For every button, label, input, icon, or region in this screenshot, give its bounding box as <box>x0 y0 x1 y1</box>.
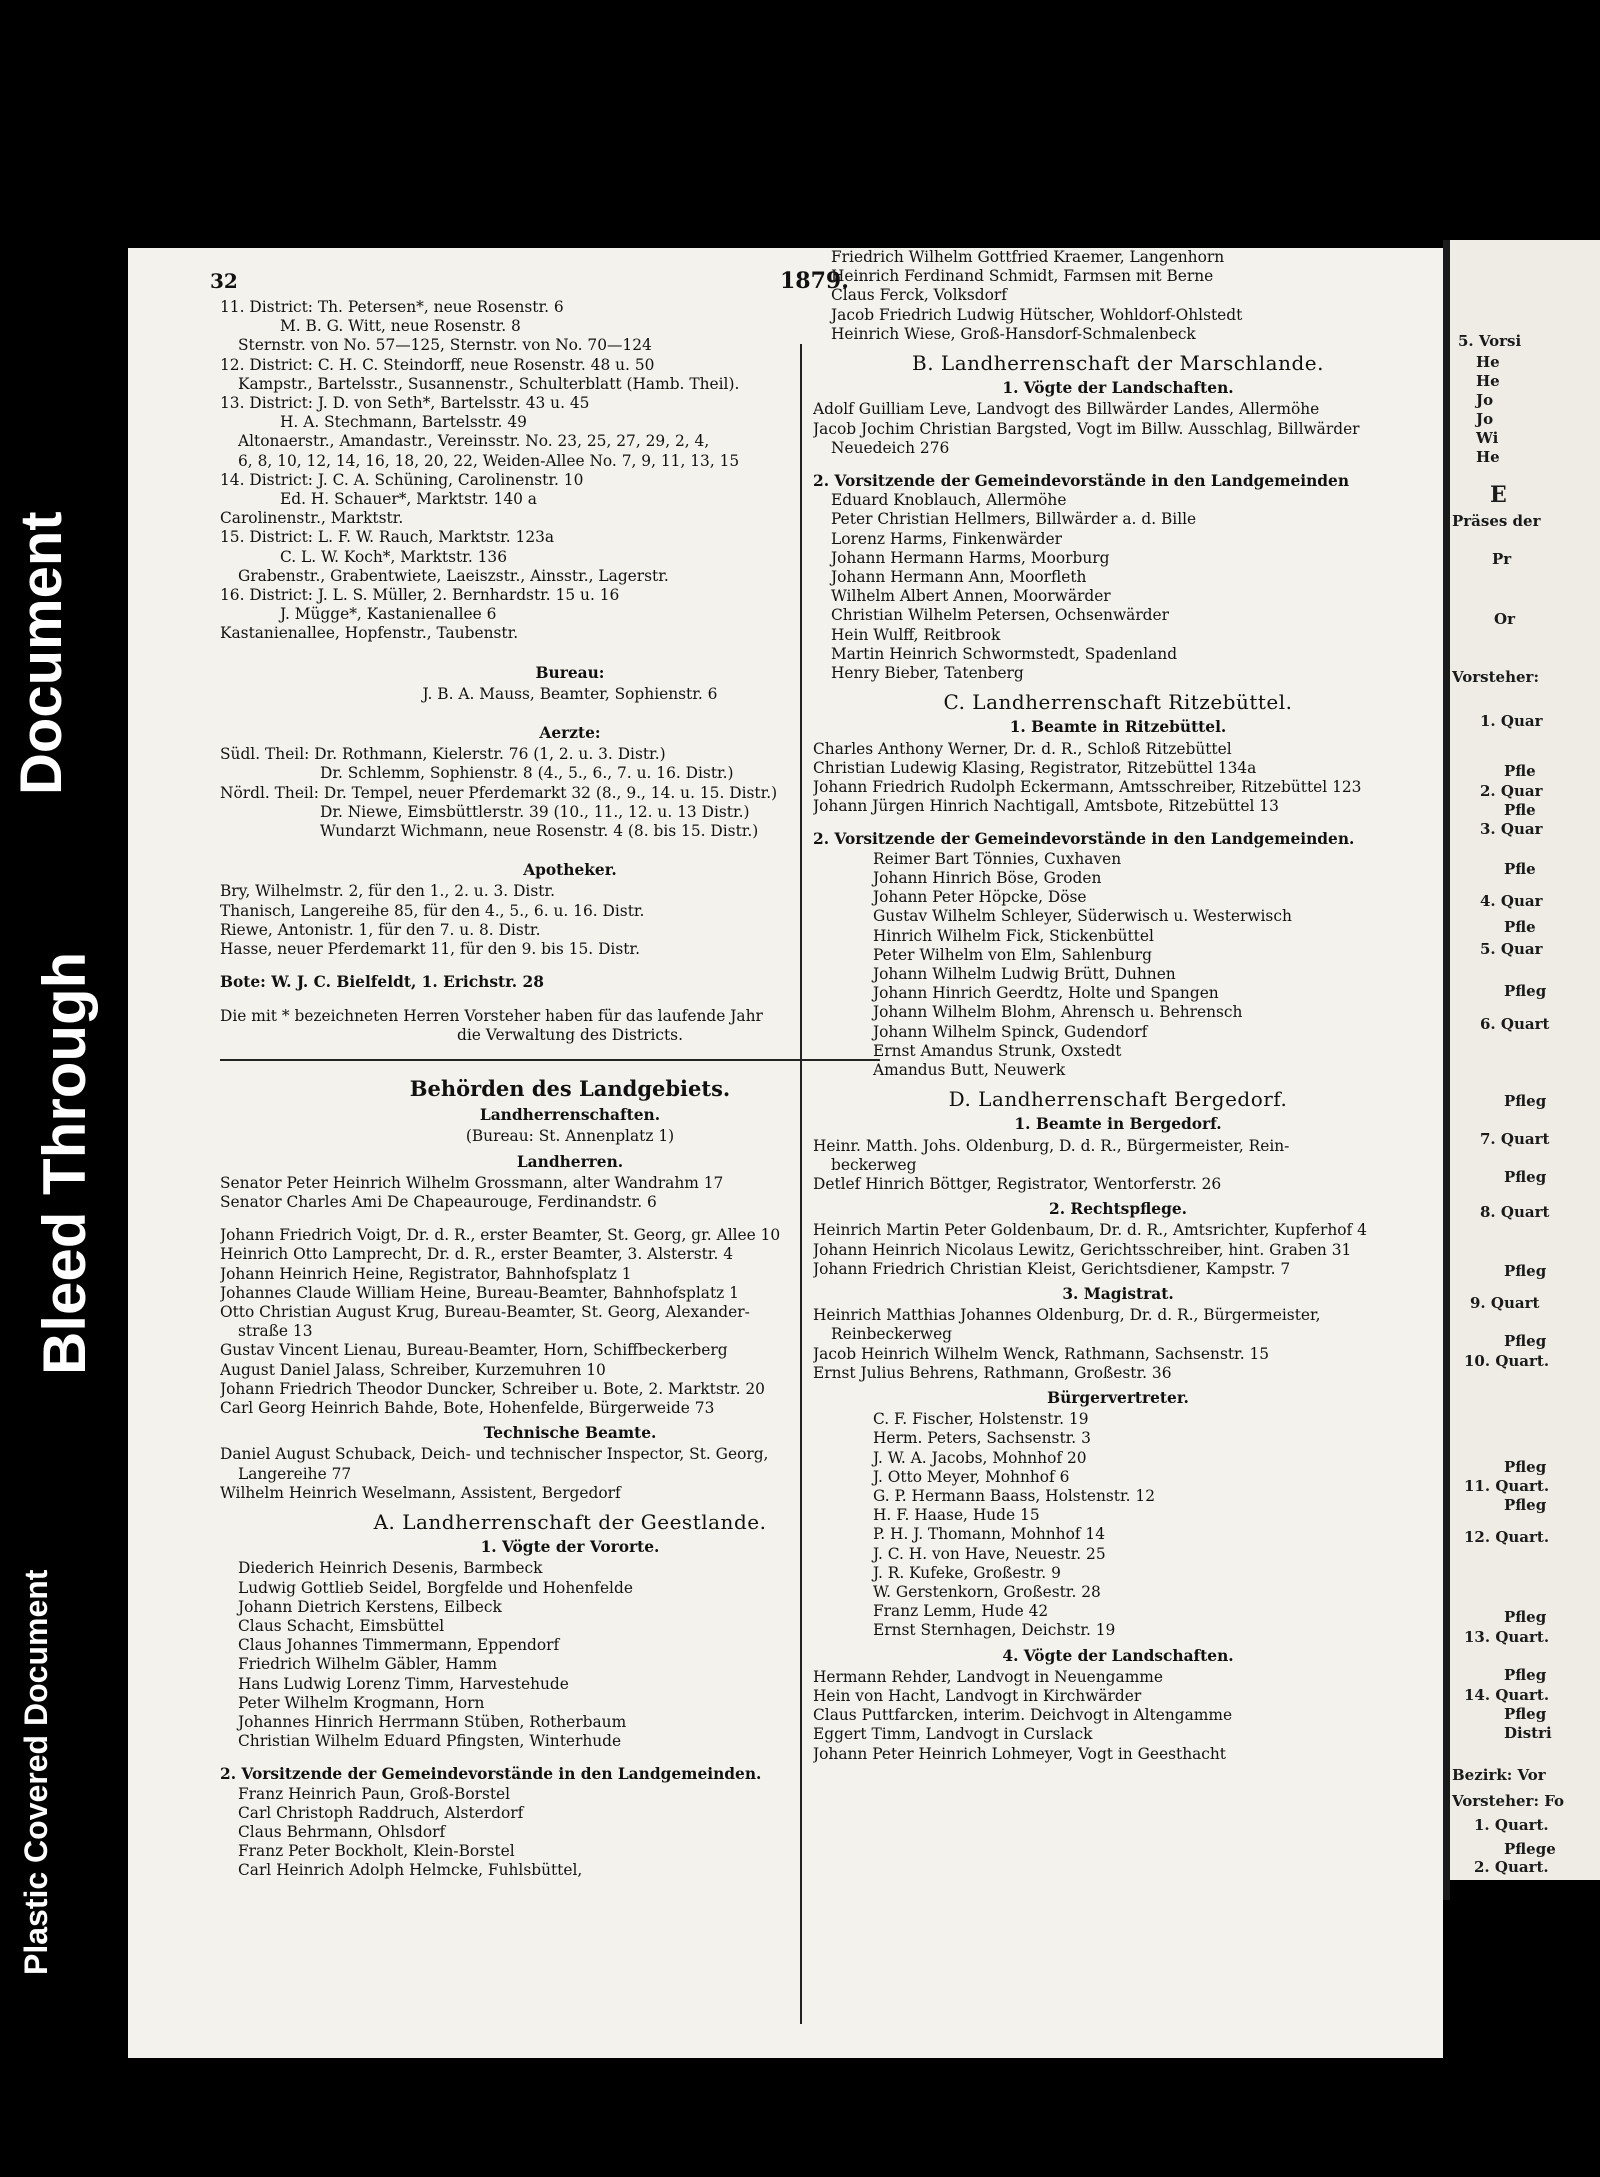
buergervertreter-line: C. F. Fischer, Holstenstr. 19 <box>873 1410 1089 1429</box>
buergervertreter-line: J. Otto Meyer, Mohnhof 6 <box>873 1467 1070 1486</box>
facing-fragment: He <box>1476 353 1500 371</box>
vorsitzender-line: Gustav Wilhelm Schleyer, Süderwisch u. Westerwisch <box>873 907 1292 926</box>
vogt-line: Hans Ludwig Lorenz Timm, Harvestehude <box>238 1674 569 1693</box>
buergervertreter-line: G. P. Hermann Baass, Holstenstr. 12 <box>873 1486 1155 1505</box>
district-line: Grabenstr., Grabentwiete, Laeiszstr., Ainsstr., Lagerstr. <box>238 566 669 585</box>
facing-fragment: Pr <box>1492 550 1512 568</box>
apotheker-line: Riewe, Antonistr. 1, für den 7. u. 8. Distr. <box>220 920 541 939</box>
beamte-line: Heinr. Matth. Johs. Oldenburg, D. d. R., Bürgermeister, Rein- <box>813 1136 1290 1155</box>
facing-fragment: Pfle <box>1504 762 1536 780</box>
facing-fragment: Vorsteher: <box>1452 668 1539 686</box>
district-line: H. A. Stechmann, Bartelsstr. 49 <box>280 413 527 432</box>
facing-fragment: 3. Quar <box>1480 820 1543 838</box>
vogt-line: Claus Puttfarcken, interim. Deichvogt in Altengamme <box>813 1706 1233 1725</box>
facing-page <box>1450 240 1600 1880</box>
buergervertreter-line: P. H. J. Thomann, Mohnhof 14 <box>873 1525 1106 1544</box>
aerzte-line: Dr. Schlemm, Sophienstr. 8 (4., 5., 6., 7. u. 16. Distr.) <box>320 764 734 783</box>
vogt-line: Claus Johannes Timmermann, Eppendorf <box>238 1636 560 1655</box>
landherr-line: Senator Peter Heinrich Wilhelm Grossmann, alter Wandrahm 17 <box>220 1173 724 1192</box>
vogt-line: Heinrich Wiese, Groß-Hansdorf-Schmalenbeck <box>831 324 1196 343</box>
buergervertreter-line: J. W. A. Jacobs, Mohnhof 20 <box>873 1448 1087 1467</box>
district-line: 14. District: J. C. A. Schüning, Carolinenstr. 10 <box>220 470 584 489</box>
vorsitzender-line: Reimer Bart Tönnies, Cuxhaven <box>873 849 1122 868</box>
ritzebuettel-gemeinden-heading: 2. Vorsitzende der Gemeindevorstände in den Landgemeinden. <box>813 830 1355 849</box>
facing-fragment: Vorsteher: Fo <box>1452 1792 1565 1810</box>
vorsitzender-line: Johann Hinrich Geerdtz, Holte und Spangen <box>873 984 1219 1003</box>
buergervertreter-line: Franz Lemm, Hude 42 <box>873 1602 1049 1621</box>
vogt-line: Christian Wilhelm Eduard Pfingsten, Winterhude <box>238 1732 622 1751</box>
vogt-line: Johann Dietrich Kerstens, Eilbeck <box>238 1597 502 1616</box>
facing-fragment: 14. Quart. <box>1464 1686 1550 1704</box>
vorsitzender-line: Carl Heinrich Adolph Helmcke, Fuhlsbüttel, <box>238 1861 583 1880</box>
facing-fragment: Distri <box>1504 1724 1552 1742</box>
geestlande-heading: A. Landherrenschaft der Geestlande. <box>373 1509 767 1534</box>
facing-fragment: Pfleg <box>1504 1168 1547 1186</box>
buergervertreter-line: Ernst Sternhagen, Deichstr. 19 <box>873 1621 1116 1640</box>
facing-fragment: He <box>1476 372 1500 390</box>
vorsitzender-line: Franz Peter Bockholt, Klein-Borstel <box>238 1842 515 1861</box>
apotheker-line: Bry, Wilhelmstr. 2, für den 1., 2. u. 3. Distr. <box>220 882 555 901</box>
vorsitzender-line: Hinrich Wilhelm Fick, Stickenbüttel <box>873 926 1154 945</box>
vorsitzender-line: Johann Wilhelm Spinck, Gudendorf <box>873 1022 1148 1041</box>
vorsitzender-line: Johann Peter Höpcke, Döse <box>873 888 1087 907</box>
note-line: die Verwaltung des Districts. <box>457 1025 683 1044</box>
vorsitzender-line: Johann Hinrich Böse, Groden <box>873 868 1102 887</box>
vorsitzender-line: Martin Heinrich Schwormstedt, Spadenland <box>831 644 1178 663</box>
facing-fragment: 2. Quart. <box>1474 1858 1549 1876</box>
marschlande-voegte-heading: 1. Vögte der Landschaften. <box>1002 379 1234 398</box>
beamte-line: Johann Heinrich Heine, Registrator, Bahnhofsplatz 1 <box>220 1264 632 1283</box>
vorsitzender-line: Johann Hermann Harms, Moorburg <box>831 548 1110 567</box>
facing-fragment: Bezirk: Vor <box>1452 1766 1546 1784</box>
ritzebuettel-beamte-heading: 1. Beamte in Ritzebüttel. <box>1009 718 1227 737</box>
beamte-line: beckerweg <box>831 1155 917 1174</box>
vogt-line: Peter Wilhelm Krogmann, Horn <box>238 1693 485 1712</box>
bergedorf-beamte-heading: 1. Beamte in Bergedorf. <box>1014 1115 1222 1134</box>
beamte-line: Otto Christian August Krug, Bureau-Beamter, St. Georg, Alexander- <box>220 1302 750 1321</box>
gemeindevorstaende-heading: 2. Vorsitzende der Gemeindevorstände in den Landgemeinden. <box>220 1765 762 1784</box>
district-line: Kampstr., Bartelsstr., Susannenstr., Schulterblatt (Hamb. Theil). <box>238 374 740 393</box>
facing-fragment: Präses der <box>1452 512 1541 530</box>
section-rule <box>220 1059 880 1061</box>
vorsitzender-line: Amandus Butt, Neuwerk <box>873 1060 1066 1079</box>
tech-line: Daniel August Schuback, Deich- und technischer Inspector, St. Georg, <box>220 1445 769 1464</box>
vorsitzender-line: Franz Heinrich Paun, Groß-Borstel <box>238 1784 511 1803</box>
note-line: Die mit * bezeichneten Herren Vorsteher haben für das laufende Jahr <box>220 1006 763 1025</box>
landherrenschaften-heading: Landherrenschaften. <box>479 1106 661 1125</box>
facing-fragment: 9. Quart <box>1470 1294 1540 1312</box>
buergervertreter-line: J. R. Kufeke, Großestr. 9 <box>873 1563 1061 1582</box>
apotheker-line: Thanisch, Langereihe 85, für den 4., 5., 6. u. 16. Distr. <box>220 901 645 920</box>
district-line: J. Mügge*, Kastanienallee 6 <box>280 605 497 624</box>
vorsitzender-line: Peter Christian Hellmers, Billwärder a. d. Bille <box>831 510 1197 529</box>
facing-fragment: 10. Quart. <box>1464 1352 1550 1370</box>
vorsitzender-line: Lorenz Harms, Finkenwärder <box>831 529 1062 548</box>
vogt-line: Hermann Rehder, Landvogt in Neuengamme <box>813 1667 1164 1686</box>
bureau-heading: Bureau: <box>535 663 605 682</box>
vogt-line: Claus Ferck, Volksdorf <box>831 286 1007 305</box>
facing-fragment: 1. Quar <box>1480 712 1543 730</box>
beamte-line: Carl Georg Heinrich Bahde, Bote, Hohenfelde, Bürgerweide 73 <box>220 1398 715 1417</box>
rechtspflege-line: Heinrich Martin Peter Goldenbaum, Dr. d. R., Amtsrichter, Kupferhof 4 <box>813 1221 1367 1240</box>
beamte-line: Heinrich Otto Lamprecht, Dr. d. R., erster Beamter, 3. Alsterstr. 4 <box>220 1245 734 1264</box>
tech-heading: Technische Beamte. <box>483 1424 657 1443</box>
label-plastic-covered: Plastic Covered Document <box>18 1569 54 1975</box>
vogt-line: Friedrich Wilhelm Gäbler, Hamm <box>238 1655 498 1674</box>
facing-fragment: Pfle <box>1504 801 1536 819</box>
facing-fragment: He <box>1476 448 1500 466</box>
facing-fragment: Pfleg <box>1504 1666 1547 1684</box>
district-line: Altonaerstr., Amandastr., Vereinsstr. No. 23, 25, 27, 29, 2, 4, <box>238 432 710 451</box>
vororte-heading: 1. Vögte der Vororte. <box>480 1538 660 1557</box>
buergervertreter-line: J. C. H. von Have, Neuestr. 25 <box>873 1544 1106 1563</box>
facing-fragment: Pfle <box>1504 860 1536 878</box>
facing-fragment: 4. Quar <box>1480 892 1543 910</box>
beamte-line: Johannes Claude William Heine, Bureau-Beamter, Bahnhofsplatz 1 <box>220 1283 739 1302</box>
vorsitzender-line: Johann Wilhelm Blohm, Ahrensch u. Behrensch <box>873 1003 1243 1022</box>
district-line: C. L. W. Koch*, Marktstr. 136 <box>280 547 508 566</box>
facing-fragment: 12. Quart. <box>1464 1528 1550 1546</box>
vorsitzender-line: Johann Hermann Ann, Moorfleth <box>831 568 1087 587</box>
magistrat-line: Reinbeckerweg <box>831 1325 953 1344</box>
facing-fragment: 5. Quar <box>1480 940 1543 958</box>
vogt-line: Neuedeich 276 <box>831 438 950 457</box>
beamte-line: Gustav Vincent Lienau, Bureau-Beamter, Horn, Schiffbeckerberg <box>220 1341 728 1360</box>
label-document: Document <box>9 511 74 795</box>
vogt-line: Diederich Heinrich Desenis, Barmbeck <box>238 1559 543 1578</box>
vorsitzender-line: Ernst Amandus Strunk, Oxstedt <box>873 1041 1122 1060</box>
district-line: Ed. H. Schauer*, Marktstr. 140 a <box>280 490 537 509</box>
rechtspflege-line: Johann Friedrich Christian Kleist, Gerichtsdiener, Kampstr. 7 <box>813 1259 1291 1278</box>
page-number: 32 <box>210 269 238 293</box>
facing-fragment: Pflege <box>1504 1840 1556 1858</box>
vorsitzender-line: Peter Wilhelm von Elm, Sahlenburg <box>873 945 1152 964</box>
facing-fragment: Pfleg <box>1504 982 1547 1000</box>
district-line: Carolinenstr., Marktstr. <box>220 509 404 528</box>
document-page <box>128 248 1443 2058</box>
vogt-line: Jacob Friedrich Ludwig Hütscher, Wohldorf-Ohlstedt <box>831 305 1243 324</box>
facing-fragment: 11. Quart. <box>1464 1477 1550 1495</box>
aerzte-line: Südl. Theil: Dr. Rothmann, Kielerstr. 76 (1, 2. u. 3. Distr.) <box>220 745 666 764</box>
buergervertreter-heading: Bürgervertreter. <box>1047 1388 1189 1407</box>
facing-fragment: Pfleg <box>1504 1332 1547 1350</box>
bureau-line: J. B. A. Mauss, Beamter, Sophienstr. 6 <box>422 684 718 703</box>
buergervertreter-line: H. F. Haase, Hude 15 <box>873 1506 1040 1525</box>
marschlande-heading: B. Landherrenschaft der Marschlande. <box>912 351 1324 376</box>
beamte-line: Detlef Hinrich Böttger, Registrator, Wentorferstr. 26 <box>813 1174 1222 1193</box>
bergedorf-heading: D. Landherrenschaft Bergedorf. <box>948 1087 1288 1112</box>
landherren-heading: Landherren. <box>516 1152 624 1171</box>
vogt-line: Jacob Jochim Christian Bargsted, Vogt im Billw. Ausschlag, Billwärder <box>813 419 1360 438</box>
vogt-line: Ludwig Gottlieb Seidel, Borgfelde und Hohenfelde <box>238 1578 633 1597</box>
aerzte-line: Dr. Niewe, Eimsbüttlerstr. 39 (10., 11., 12. u. 13 Distr.) <box>320 802 750 821</box>
vorsitzender-line: Henry Bieber, Tatenberg <box>831 664 1024 683</box>
magistrat-line: Heinrich Matthias Johannes Oldenburg, Dr. d. R., Bürgermeister, <box>813 1306 1321 1325</box>
marschlande-gemeinden-heading: 2. Vorsitzende der Gemeindevorstände in den Landgemeinden <box>813 472 1350 491</box>
right-column <box>813 248 1423 1764</box>
vogt-line: Friedrich Wilhelm Gottfried Kraemer, Langenhorn <box>831 248 1225 266</box>
beamte-line: Charles Anthony Werner, Dr. d. R., Schloß Ritzebüttel <box>813 739 1232 758</box>
vogt-line: Adolf Guilliam Leve, Landvogt des Billwärder Landes, Allermöhe <box>813 400 1320 419</box>
landherr-line: Senator Charles Ami De Chapeaurouge, Ferdinandstr. 6 <box>220 1192 657 1211</box>
magistrat-heading: 3. Magistrat. <box>1062 1284 1174 1303</box>
aerzte-line: Nördl. Theil: Dr. Tempel, neuer Pferdemarkt 32 (8., 9., 14. u. 15. Distr.) <box>220 783 778 802</box>
beamte-line: Christian Ludewig Klasing, Registrator, Ritzebüttel 134a <box>813 758 1257 777</box>
district-line: 15. District: L. F. W. Rauch, Marktstr. 123a <box>220 528 555 547</box>
vorsitzender-line: Claus Behrmann, Ohlsdorf <box>238 1823 446 1842</box>
page-spine <box>1443 240 1450 1900</box>
vorsitzender-line: Johann Wilhelm Ludwig Brütt, Duhnen <box>873 964 1176 983</box>
beamte-line: Johann Friedrich Voigt, Dr. d. R., erster Beamter, St. Georg, gr. Allee 10 <box>220 1226 781 1245</box>
vorsitzender-line: Wilhelm Albert Annen, Moorwärder <box>831 587 1111 606</box>
beamte-line: Johann Jürgen Hinrich Nachtigall, Amtsbote, Ritzebüttel 13 <box>813 797 1279 816</box>
district-line: 11. District: Th. Petersen*, neue Rosenstr. 6 <box>220 298 564 316</box>
facing-fragment: 6. Quart <box>1480 1015 1550 1033</box>
vogt-line: Johann Peter Heinrich Lohmeyer, Vogt in Geesthacht <box>813 1744 1226 1763</box>
vogt-line: Heinrich Ferdinand Schmidt, Farmsen mit Berne <box>831 267 1214 286</box>
vorsitzender-line: Eduard Knoblauch, Allermöhe <box>831 491 1067 510</box>
district-line: 12. District: C. H. C. Steindorff, neue Rosenstr. 48 u. 50 <box>220 355 655 374</box>
facing-fragment: Pfleg <box>1504 1608 1547 1626</box>
bote-line: Bote: W. J. C. Bielfeldt, 1. Erichstr. 28 <box>220 973 544 992</box>
facing-fragment: Jo <box>1476 391 1494 409</box>
beamte-line: Johann Friedrich Rudolph Eckermann, Amtsschreiber, Ritzebüttel 123 <box>813 778 1362 797</box>
facing-fragment: Pfleg <box>1504 1092 1547 1110</box>
magistrat-line: Jacob Heinrich Wilhelm Wenck, Rathmann, Sachsenstr. 15 <box>813 1344 1270 1363</box>
landherrenschaften-bureau: (Bureau: St. Annenplatz 1) <box>465 1127 675 1146</box>
district-line: Sternstr. von No. 57—125, Sternstr. von No. 70—124 <box>238 336 652 355</box>
beamte-line: straße 13 <box>238 1322 313 1341</box>
rechtspflege-line: Johann Heinrich Nicolaus Lewitz, Gerichtsschreiber, hint. Graben 31 <box>813 1240 1352 1259</box>
beamte-line: August Daniel Jalass, Schreiber, Kurzemuhren 10 <box>220 1360 606 1379</box>
buergervertreter-line: W. Gerstenkorn, Großestr. 28 <box>873 1583 1101 1601</box>
bergedorf-voegte-heading: 4. Vögte der Landschaften. <box>1002 1646 1234 1665</box>
vorsitzender-line: Carl Christoph Raddruch, Alsterdorf <box>238 1803 524 1822</box>
facing-fragment: 13. Quart. <box>1464 1628 1550 1646</box>
vogt-line: Eggert Timm, Landvogt in Curslack <box>813 1725 1093 1744</box>
facing-fragment: Jo <box>1476 410 1494 428</box>
district-line: 16. District: J. L. S. Müller, 2. Bernhardstr. 15 u. 16 <box>220 586 620 605</box>
facing-fragment: Pfleg <box>1504 1458 1547 1476</box>
facing-fragment: Pfleg <box>1504 1496 1547 1514</box>
aerzte-heading: Aerzte: <box>539 724 601 743</box>
district-line: 13. District: J. D. von Seth*, Bartelsstr. 43 u. 45 <box>220 394 590 413</box>
vogt-line: Johannes Hinrich Herrmann Stüben, Rotherbaum <box>238 1713 627 1731</box>
tech-line: Wilhelm Heinrich Weselmann, Assistent, Bergedorf <box>220 1483 621 1502</box>
apotheker-heading: Apotheker. <box>523 861 617 880</box>
apotheker-line: Hasse, neuer Pferdemarkt 11, für den 9. bis 15. Distr. <box>220 940 640 959</box>
label-bleed-through: Bleed Through <box>31 951 98 1375</box>
facing-fragment: 8. Quart <box>1480 1203 1550 1221</box>
facing-fragment: 1. Quart. <box>1474 1816 1549 1834</box>
beamte-line: Johann Friedrich Theodor Duncker, Schreiber u. Bote, 2. Marktstr. 20 <box>220 1379 765 1398</box>
facing-fragment: 7. Quart <box>1480 1130 1550 1148</box>
section-title: Behörden des Landgebiets. <box>409 1075 731 1101</box>
vorsitzender-line: Hein Wulff, Reitbrook <box>831 625 1001 644</box>
district-line: 6, 8, 10, 12, 14, 16, 18, 20, 22, Weiden-Allee No. 7, 9, 11, 13, 15 <box>238 451 740 470</box>
buergervertreter-line: Herm. Peters, Sachsenstr. 3 <box>873 1429 1091 1448</box>
rechtspflege-heading: 2. Rechtspflege. <box>1049 1200 1187 1219</box>
ritzebuettel-heading: C. Landherrenschaft Ritzebüttel. <box>943 690 1293 715</box>
facing-fragment: Wi <box>1476 429 1499 447</box>
district-line: M. B. G. Witt, neue Rosenstr. 8 <box>280 317 521 336</box>
facing-fragment: E <box>1490 482 1507 508</box>
district-line: Kastanienallee, Hopfenstr., Taubenstr. <box>220 624 519 643</box>
page-year: 1879. <box>780 268 849 294</box>
facing-fragment: 5. Vorsi <box>1458 332 1522 350</box>
vorsitzender-line: Christian Wilhelm Petersen, Ochsenwärder <box>831 606 1169 625</box>
facing-fragment: Pfle <box>1504 918 1536 936</box>
facing-fragment: Pfleg <box>1504 1705 1547 1723</box>
aerzte-line: Wundarzt Wichmann, neue Rosenstr. 4 (8. bis 15. Distr.) <box>320 822 759 841</box>
facing-fragment: Or <box>1494 610 1515 628</box>
vogt-line: Hein von Hacht, Landvogt in Kirchwärder <box>813 1687 1142 1706</box>
facing-fragment: Pfleg <box>1504 1262 1547 1280</box>
magistrat-line: Ernst Julius Behrens, Rathmann, Großestr. 36 <box>813 1363 1172 1382</box>
side-labels <box>0 0 120 2177</box>
vogt-line: Claus Schacht, Eimsbüttel <box>238 1616 445 1635</box>
facing-fragment: 2. Quar <box>1480 782 1543 800</box>
tech-line: Langereihe 77 <box>238 1464 352 1483</box>
